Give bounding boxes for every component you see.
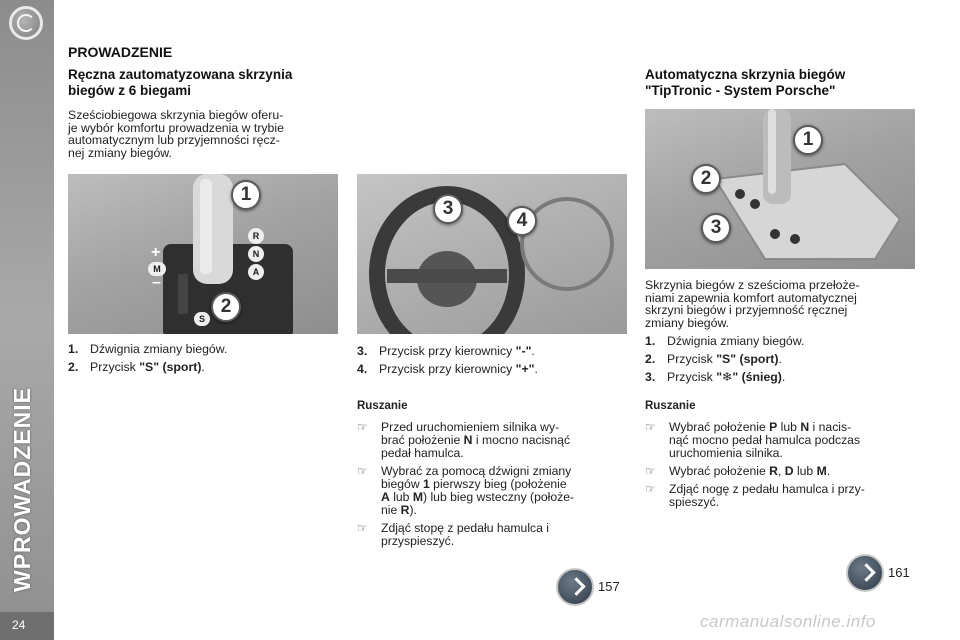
tiptronic-photo: [645, 109, 915, 269]
legend-item: 1. Dźwignia zmiany biegów.: [645, 334, 805, 348]
page-ref-arrow-icon[interactable]: [556, 568, 594, 606]
chapter-circle-icon: [9, 6, 43, 40]
intro-line: je wybór komfortu prowadzenia w trybie: [68, 120, 284, 135]
position-n-label: N: [248, 246, 264, 262]
start-step: ☞ Wybrać położenie R, D lub M.: [645, 465, 915, 478]
start-steps-automatic: [645, 421, 915, 514]
legend-item: 3. Przycisk przy kierownicy "-".: [357, 344, 535, 358]
watermark-url: carmanualsonline.info: [700, 612, 876, 631]
legend-item: 1. Dźwignia zmiany biegów.: [68, 342, 228, 356]
intro-line: zmiany biegów.: [645, 315, 730, 330]
start-step: ☞ Przed uruchomieniem silnika wy- brać położenie N i mocno nacisnąć pedał hamulca.: [357, 421, 627, 460]
page-ref-arrow-icon[interactable]: [846, 554, 884, 592]
intro-line: Skrzynia biegów z sześcioma przełoże-: [645, 278, 860, 292]
tiptronic-illustration: [645, 109, 915, 269]
wheel-legend: [357, 342, 538, 378]
legend-item: 2. Przycisk "S" (sport).: [68, 360, 205, 374]
intro-line: niami zapewnia komfort automatycznej: [645, 290, 857, 305]
manual-gearbox-legend: [68, 340, 227, 376]
manual-gearbox-intro: [68, 109, 338, 159]
tiptronic-lever: [763, 109, 791, 204]
callout-1-icon: 1: [793, 125, 823, 155]
callout-2-icon: 2: [691, 164, 721, 194]
gate-slot: [178, 274, 188, 314]
start-step: ☞ Zdjąć stopę z pedału hamulca i przyspieszyć.: [357, 522, 627, 548]
lever-knob: [193, 174, 233, 284]
minus-label: –: [152, 274, 161, 291]
section-title: PROWADZENIE: [68, 44, 173, 60]
legend-item: 3. Przycisk "❄" (śnieg).: [645, 370, 786, 384]
automatic-gearbox-heading: Automatyczna skrzynia biegów "TipTronic - System Porsche": [645, 67, 846, 98]
gate-plate: [715, 164, 900, 259]
manual-gearbox-heading: Ręczna zautomatyzowana skrzynia biegów z 6 biegami: [68, 67, 293, 98]
dashboard-dial: [522, 199, 612, 289]
automatic-gearbox-intro: [645, 279, 915, 329]
page-number: 24: [12, 618, 26, 632]
legend-item: 4. Przycisk przy kierownicy "+".: [357, 362, 538, 376]
start-step: ☞ Wybrać położenie P lub N i nacis- nąć mocno pedał hamulca podczas uruchomienia silnika.: [645, 421, 915, 460]
start-step: ☞ Wybrać za pomocą dźwigni zmiany biegów 1 pierwszy bieg (położenie A lub M) lub bieg wsteczny (położe- nie R).: [357, 465, 627, 517]
start-steps-manual: [357, 421, 627, 553]
position-r-label: R: [248, 228, 264, 244]
callout-3-icon: 3: [701, 213, 731, 243]
position-m-label: M: [148, 262, 166, 276]
indicator-dot: [735, 189, 745, 199]
indicator-dot: [790, 234, 800, 244]
callout-2-icon: 2: [211, 292, 241, 322]
lever-highlight: [768, 109, 776, 194]
position-s-label: S: [194, 312, 210, 326]
plus-label: +: [151, 244, 161, 261]
start-step: ☞ Zdjąć nogę z pedału hamulca i przy- spieszyć.: [645, 483, 915, 509]
legend-item: 2. Przycisk "S" (sport).: [645, 352, 782, 366]
indicator-dot: [770, 229, 780, 239]
lever-highlight: [200, 179, 212, 274]
wheel-spoke: [387, 269, 507, 283]
intro-line: automatycznym lub przyjemności ręcz-: [68, 133, 280, 147]
sidebar: [0, 0, 54, 640]
steering-wheel-illustration: [357, 174, 627, 334]
position-a-label: A: [248, 264, 264, 280]
gear-lever-photo: [68, 174, 338, 334]
intro-line: nej zmiany biegów.: [68, 145, 172, 160]
automatic-gearbox-legend: [645, 332, 804, 386]
intro-line: skrzyni biegów i przyjemność ręcznej: [645, 303, 848, 317]
steering-wheel-photo: [357, 174, 627, 334]
page-number-box: [0, 612, 54, 640]
start-title-manual: Ruszanie: [357, 400, 408, 412]
chapter-title: WPROWADZENIE: [9, 387, 35, 592]
page-ref-number[interactable]: 161: [888, 565, 910, 580]
callout-1-icon: 1: [231, 180, 261, 210]
indicator-dot: [750, 199, 760, 209]
start-title-automatic: Ruszanie: [645, 400, 696, 412]
callout-4-icon: 4: [507, 206, 537, 236]
gear-lever-illustration: [68, 174, 338, 334]
page-ref-number[interactable]: 157: [598, 579, 620, 594]
intro-line: Sześciobiegowa skrzynia biegów oferu-: [68, 108, 284, 122]
callout-3-icon: 3: [433, 194, 463, 224]
